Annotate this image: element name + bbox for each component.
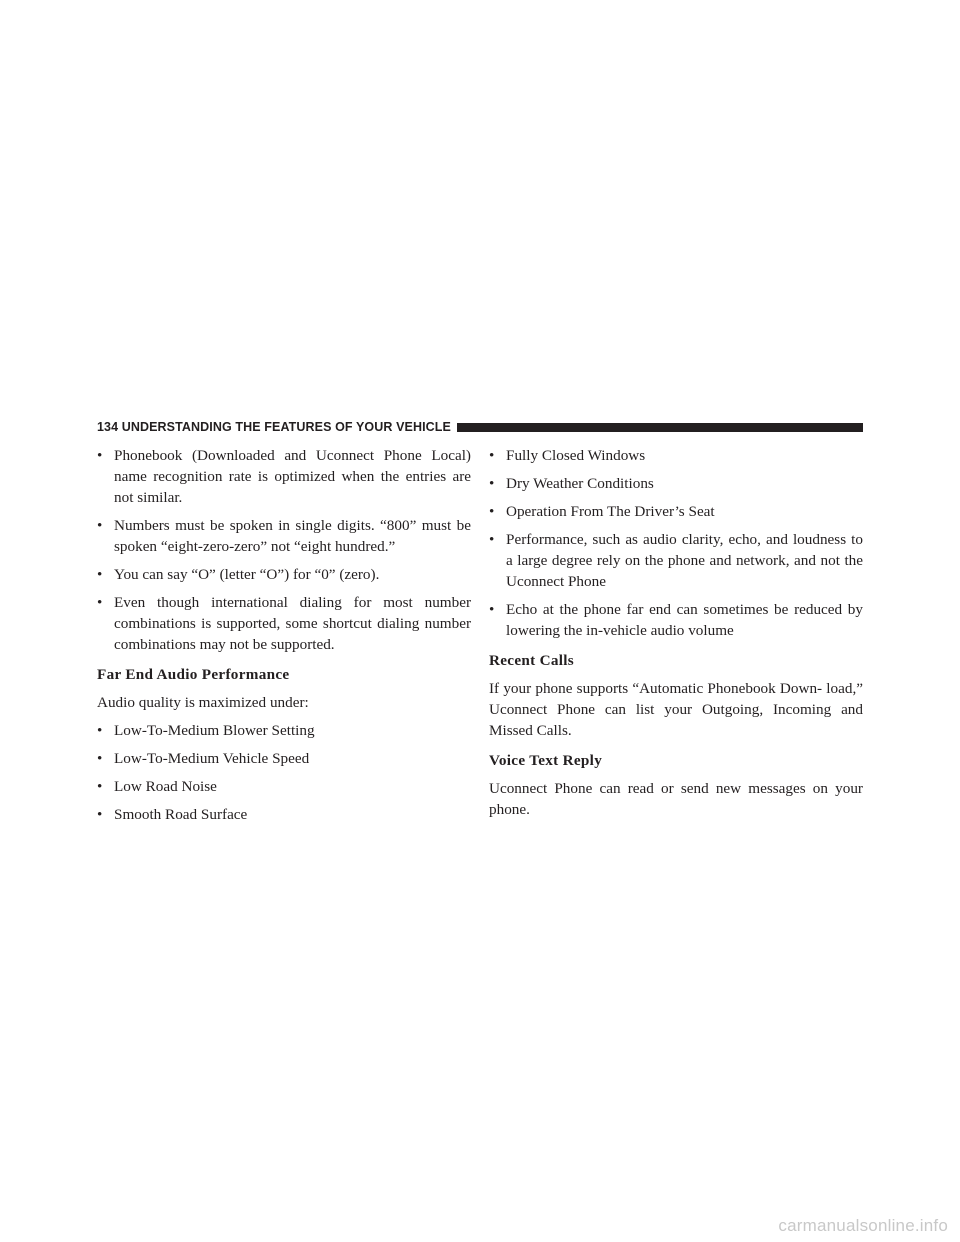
bullet-item [489, 445, 863, 466]
bullet-icon: • [97, 566, 103, 583]
bullet-text: You can say “O” (letter “O”) for “0” (zero). [114, 566, 380, 583]
page-header [97, 420, 863, 434]
bullet-text: Smooth Road Surface [114, 806, 248, 823]
bullet-item [97, 720, 471, 741]
bullet-item [489, 599, 863, 641]
bullet-text: Numbers must be spoken in single digits. “800” must be spoken “eight-zero-zero” not “eight hundred.” [114, 517, 471, 555]
left-column [97, 445, 471, 832]
bullet-icon: • [489, 531, 495, 548]
bullet-item [97, 564, 471, 585]
section-heading-voice-text-reply: Voice Text Reply [489, 752, 603, 769]
bullet-icon: • [489, 601, 495, 618]
bullet-item [489, 501, 863, 522]
bullet-item [489, 529, 863, 592]
bullet-icon: • [97, 594, 103, 611]
right-column [489, 445, 863, 827]
bullet-icon: • [97, 778, 103, 795]
bullet-item [97, 804, 471, 825]
bullet-icon: • [489, 503, 495, 520]
bullet-icon: • [97, 722, 103, 739]
page-header-text: 134 UNDERSTANDING THE FEATURES OF YOUR VEHICLE [97, 420, 451, 434]
bullet-text: Even though international dialing for most number combinations is supported, some shortcut dialing number combinations may not be supported. [114, 594, 471, 653]
bullet-text: Performance, such as audio clarity, echo, and loudness to a large degree rely on the phone and network, and not the Uconnect Phone [506, 531, 863, 590]
watermark: carmanualsonline.info [778, 1216, 948, 1235]
bullet-icon: • [97, 447, 103, 464]
recent-calls-text: If your phone supports “Automatic Phonebook Down- load,” Uconnect Phone can list your Outgoing, Incoming and Missed Calls. [489, 680, 863, 739]
section-heading-recent-calls: Recent Calls [489, 652, 575, 669]
bullet-text: Low Road Noise [114, 778, 217, 795]
header-rule [457, 423, 863, 432]
bullet-text: Fully Closed Windows [506, 447, 646, 464]
bullet-text: Operation From The Driver’s Seat [506, 503, 715, 520]
section-heading-far-end-audio: Far End Audio Performance [97, 666, 290, 683]
voice-text-reply-text: Uconnect Phone can read or send new messages on your phone. [489, 780, 863, 818]
bullet-text: Low-To-Medium Vehicle Speed [114, 750, 310, 767]
bullet-text: Low-To-Medium Blower Setting [114, 722, 315, 739]
bullet-item [97, 776, 471, 797]
bullet-item [489, 473, 863, 494]
bullet-text: Phonebook (Downloaded and Uconnect Phone Local) name recognition rate is optimized when the entries are not similar. [114, 447, 471, 506]
bullet-icon: • [97, 517, 103, 534]
bullet-item [97, 445, 471, 508]
bullet-item [97, 592, 471, 655]
bullet-icon: • [489, 447, 495, 464]
bullet-item [97, 515, 471, 557]
bullet-icon: • [97, 806, 103, 823]
bullet-text: Dry Weather Conditions [506, 475, 654, 492]
bullet-icon: • [97, 750, 103, 767]
bullet-text: Echo at the phone far end can sometimes be reduced by lowering the in-vehicle audio volume [506, 601, 863, 639]
bullet-item [97, 748, 471, 769]
section-intro: Audio quality is maximized under: [97, 694, 309, 711]
bullet-icon: • [489, 475, 495, 492]
